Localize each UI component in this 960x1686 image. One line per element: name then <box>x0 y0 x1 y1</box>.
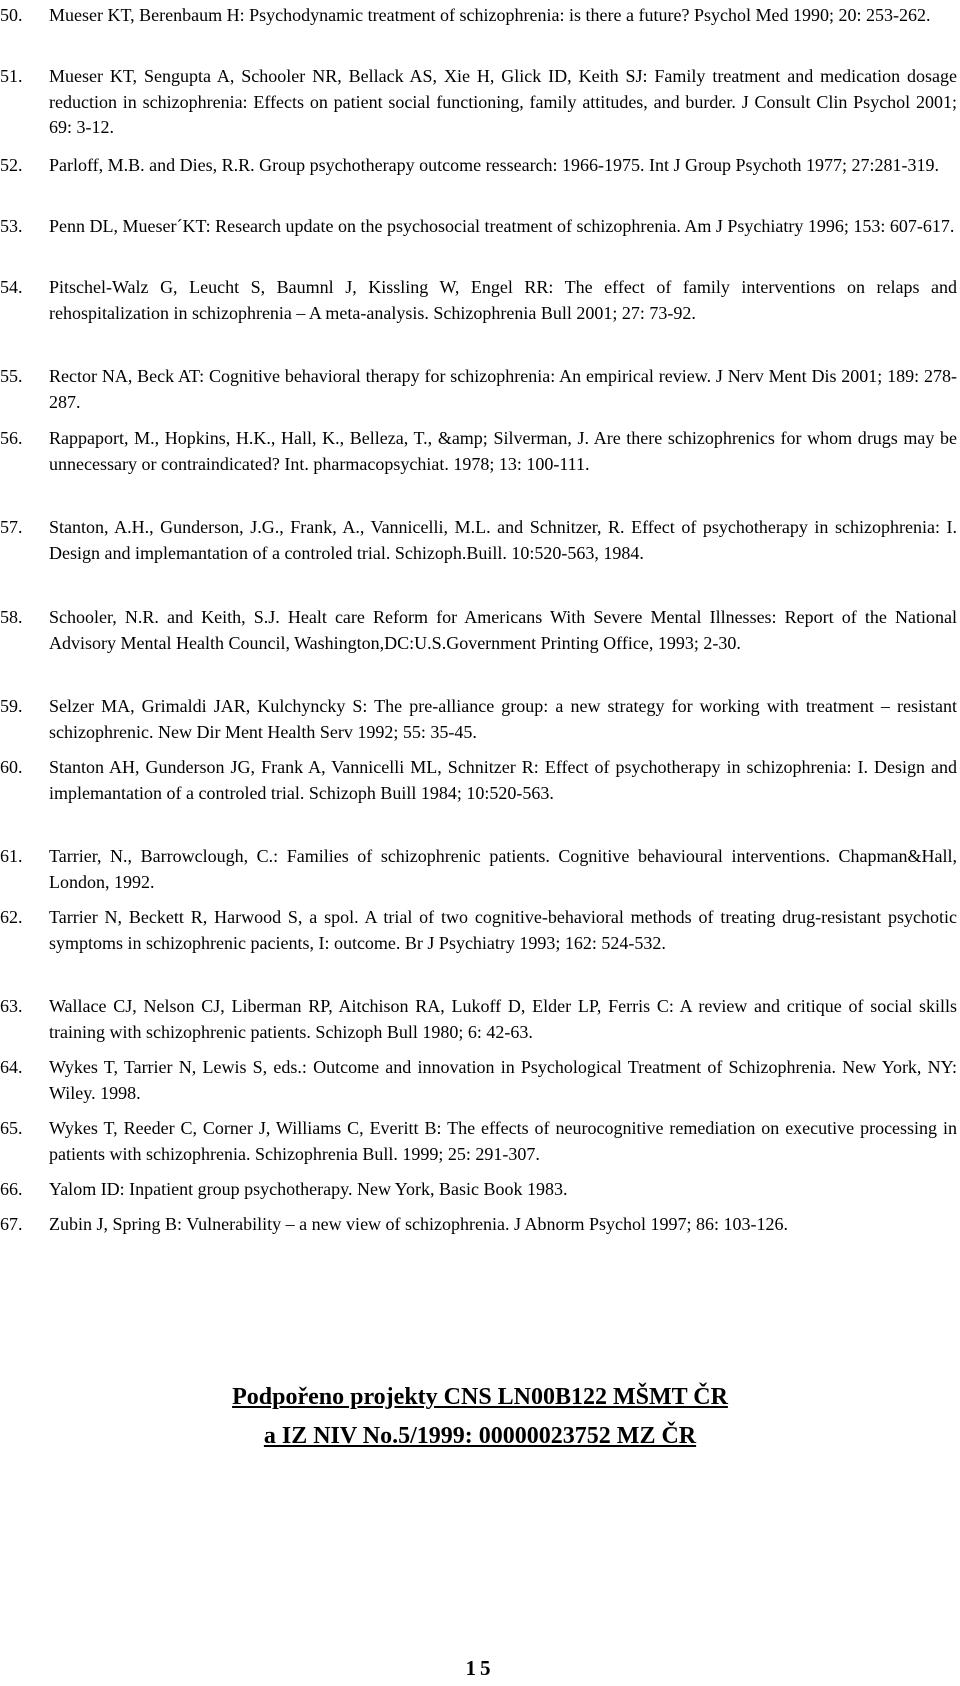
reference-text: Rector NA, Beck AT: Cognitive behavioral therapy for schizophrenia: An empirical review. J Nerv Ment Dis 2001; 189: 278-287. <box>49 366 957 412</box>
reference-text: Stanton, A.H., Gunderson, J.G., Frank, A., Vannicelli, M.L. and Schnitzer, R. Effect of psychotherapy in schizophrenia: I. Design and implemantation of a controled trial. Schizoph.Buill. 10:520-563, 1984. <box>49 517 957 563</box>
reference-text: Tarrier N, Beckett R, Harwood S, a spol. A trial of two cognitive-behavioral methods of treating drug-resistant psychotic symptoms in schizophrenic pacients, I: outcome. Br J Psychiatry 1993; 162: 524-532. <box>49 907 957 953</box>
reference-text: Schooler, N.R. and Keith, S.J. Healt care Reform for Americans With Severe Mental Illnesses: Report of the National Advisory Mental Health Council, Washington,DC:U.S.Government Printing Office, 1993; 2-30. <box>49 607 957 653</box>
funding-note-line-2: a IZ NIV No.5/1999: 00000023752 MZ ČR <box>263 1423 697 1449</box>
reference-text: Yalom ID: Inpatient group psychotherapy. New York, Basic Book 1983. <box>49 1179 568 1199</box>
reference-number: 65. <box>0 1118 23 1138</box>
reference-text: Penn DL, Mueser´KT: Research update on the psychosocial treatment of schizophrenia. Am J Psychiatry 1996; 153: 607-617. <box>49 216 955 236</box>
reference-text: Wykes T, Reeder C, Corner J, Williams C, Everitt B: The effects of neurocognitive remediation on executive processing in patients with schizophrenia. Schizophrenia Bull. 1999; 25: 291-307. <box>49 1118 957 1164</box>
reference-text: Wykes T, Tarrier N, Lewis S, eds.: Outcome and innovation in Psychological Treatment of Schizophrenia. New York, NY: Wiley. 1998. <box>49 1057 957 1103</box>
reference-text: Mueser KT, Berenbaum H: Psychodynamic treatment of schizophrenia: is there a future? Psychol Med 1990; 20: 253-262. <box>49 5 931 25</box>
reference-number: 51. <box>0 66 23 86</box>
reference-number: 60. <box>0 757 23 777</box>
reference-text: Pitschel-Walz G, Leucht S, Baumnl J, Kissling W, Engel RR: The effect of family interventions on relaps and rehospitalization in schizophrenia – A meta-analysis. Schizophrenia Bull 2001; 27: 73-92. <box>49 277 957 323</box>
reference-number: 55. <box>0 366 23 386</box>
reference-text: Mueser KT, Sengupta A, Schooler NR, Bellack AS, Xie H, Glick ID, Keith SJ: Family treatment and medication dosage reduction in schizophrenia: Effects on patient social functioning, family attitudes, and burder. J Consult Clin Psychol 2001; 69: 3-12. <box>49 66 957 137</box>
reference-number: 52. <box>0 155 23 175</box>
reference-number: 63. <box>0 996 23 1016</box>
reference-text: Parloff, M.B. and Dies, R.R. Group psychotherapy outcome ressearch: 1966-1975. Int J Group Psychoth 1977; 27:281-319. <box>49 155 940 175</box>
reference-number: 66. <box>0 1179 23 1199</box>
page-number: 15 <box>465 1656 495 1680</box>
reference-number: 56. <box>0 428 23 448</box>
reference-number: 67. <box>0 1214 23 1234</box>
reference-number: 54. <box>0 277 23 297</box>
reference-number: 53. <box>0 216 23 236</box>
reference-text: Zubin J, Spring B: Vulnerability – a new view of schizophrenia. J Abnorm Psychol 1997; 86: 103-126. <box>49 1214 789 1234</box>
reference-text: Rappaport, M., Hopkins, H.K., Hall, K., Belleza, T., &amp; Silverman, J. Are there schizophrenics for whom drugs may be unnecessary or contraindicated? Int. pharmacopsychiat. 1978; 13: 100-111. <box>49 428 957 474</box>
reference-text: Selzer MA, Grimaldi JAR, Kulchyncky S: The pre-alliance group: a new strategy for working with treatment – resistant schizophrenic. New Dir Ment Health Serv 1992; 55: 35-45. <box>49 696 957 742</box>
reference-number: 64. <box>0 1057 23 1077</box>
reference-number: 57. <box>0 517 23 537</box>
reference-number: 58. <box>0 607 23 627</box>
reference-number: 50. <box>0 5 23 25</box>
reference-number: 59. <box>0 696 23 716</box>
reference-text: Wallace CJ, Nelson CJ, Liberman RP, Aitchison RA, Lukoff D, Elder LP, Ferris C: A review and critique of social skills training with schizophrenic patients. Schizoph Bull 1980; 6: 42-63. <box>49 996 957 1042</box>
funding-note-line-1: Podpořeno projekty CNS LN00B122 MŠMT ČR <box>232 1384 728 1410</box>
reference-text: Tarrier, N., Barrowclough, C.: Families of schizophrenic patients. Cognitive behavioural interventions. Chapman&Hall, London, 1992. <box>49 846 957 892</box>
reference-text: Stanton AH, Gunderson JG, Frank A, Vannicelli ML, Schnitzer R: Effect of psychotherapy in schizophrenia: I. Design and implemantation of a controled trial. Schizoph Buill 1984; 10:520-563. <box>49 757 957 803</box>
reference-number: 62. <box>0 907 23 927</box>
reference-number: 61. <box>0 846 23 866</box>
